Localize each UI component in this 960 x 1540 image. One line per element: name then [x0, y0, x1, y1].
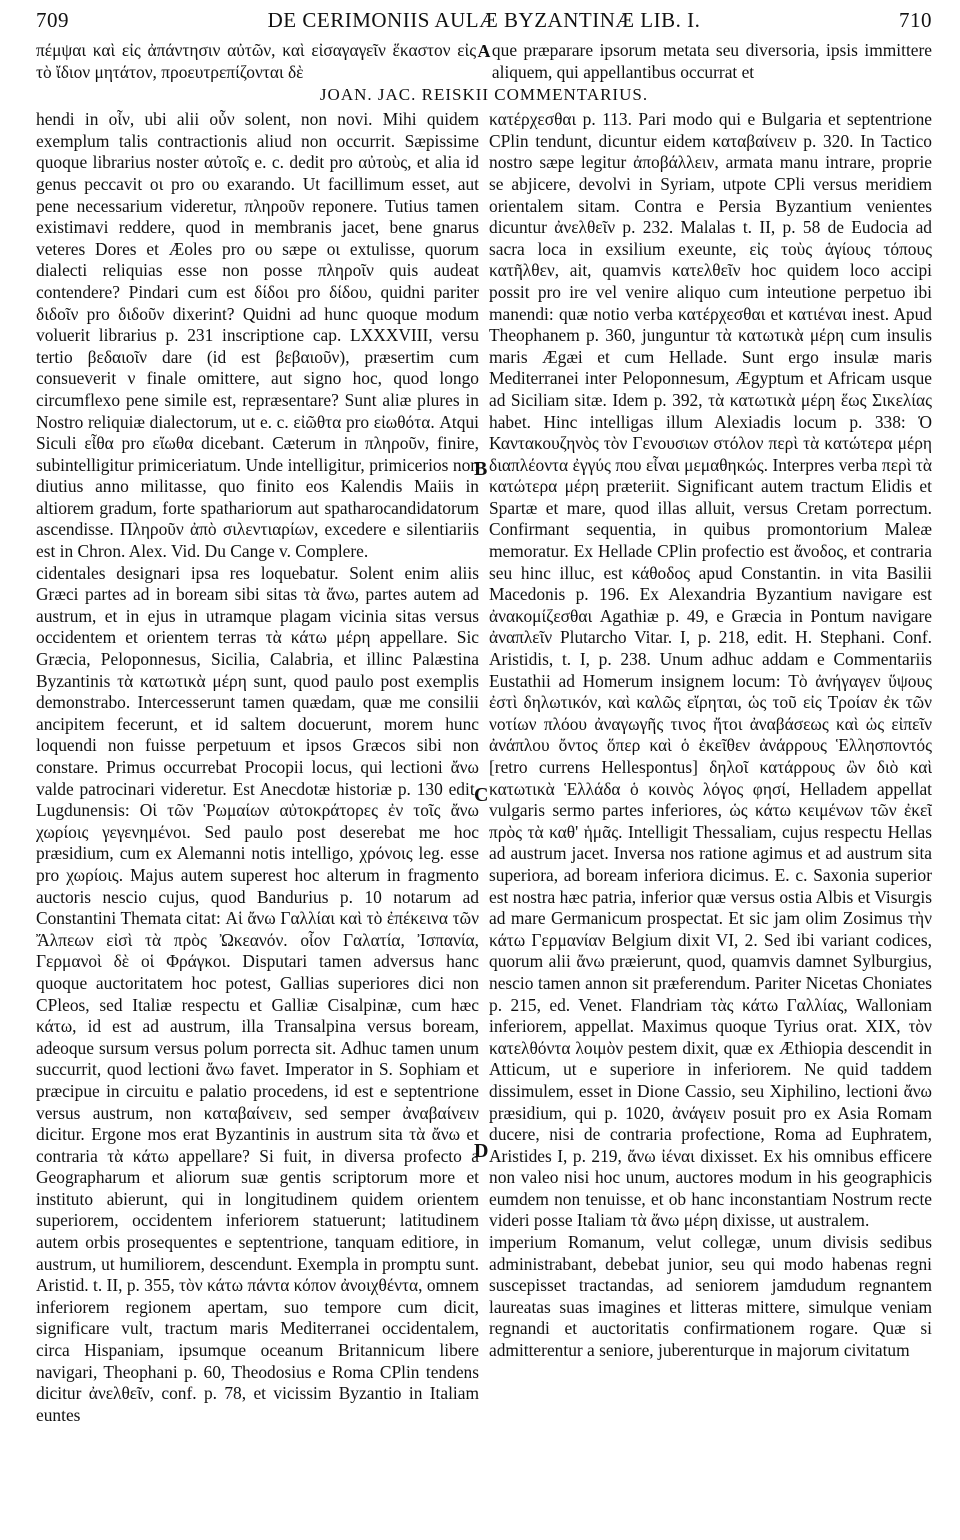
right-paragraph-2: imperium Romanum, velut collegæ, unum divisis sedibus administrabant, debebat junior, seu qui modo habenas regni suscepisset tractandas, ad seniorem jamdudum regnantem laureatas suas imagines et litteras mittere, simulque veniam regnandi et auctoritatis confirmationem rogare. Quæ si admitterentur a seniore, juberenturque in majorum civitatum — [489, 1232, 932, 1361]
margin-letter-d: D — [474, 1140, 489, 1162]
page-number-left: 709 — [36, 8, 69, 32]
right-paragraph-1: κατέρχεσθαι p. 113. Pari modo qui e Bulgaria et septentrione CPlin tendunt, dicuntur eidem καταβαίνειν p. 320. In Tactico nostro sæpe legitur ἀποβάλλειν, armata manu intrare, proprie se abjicere, devolvi in Syriam, utpote CPli versus meridiem orientalem sitam. Contra e Persia Byzantium venientes dicuntur ἀνελθεῖν p. 232. Malalas t. II, p. 58 de Eudocia ad sacra loca in exsilium exeunte, εἰς τοὺς ἁγίους τόπους κατῆλθεν, ait, quamvis κατελθεῖν hoc quidem loco accipi possit pro ire vel venire aliquo cum inteutione perpetuo ibi manendi: quæ notio verba κατέρχεσθαι et κατιέναι inest. Apud Theophanem p. 360, junguntur τὰ κατωτικὰ μέρη cum insulis maris Ægæi et cum Hellade. Sunt ergo insulæ maris Mediterranei inter Peloponnesum, Ægyptum et Africam usque ad Siciliam sitæ. Idem p. 392, τὰ κατωτικὰ μέρη ἕως Σικελίας habet. Hinc intelligas illum Alexiadis locum p. 338: Ὁ Καντακουζηνὸς τὸν Γενουσιων στόλον περὶ τὰ κατώτερα μέρη διαπλέοντα ἐγγύς που εἶναι μεμαθηκώς. Interpres verba περὶ τὰ κατώτερα μέρη præteriit. Significant autem tractum Elidis et Spartæ et mare, quod illas alluit, versus Cretam porrectum. Confirmant sequentia, in quibus promontorium Maleæ memoratur. Ex Hellade CPlin profectio est ἄνοδος, et contraria seu hinc illuc, est κάθοδος apud Constantin. in vita Basilii Macedonis p. 196. Ex Alexandria Byzantium navigare est ἀνακομίζεσθαι Agathiæ p. 49, e Græcia in Pontum navigare ἀναπλεῖν Plutarcho Vitar. I, p. 218, edit. H. Stephani. Conf. Aristidis, t. I, p. 238. Unum adhuc addam e Commentariis Eustathii ad Homerum insignem locum: Τὸ ἀνήγαγεν ὕψους ἐστὶ δηλωτικόν, καὶ καλῶς εἴρηται, ὡς τοῦ εἰς Τροίαν ἐκ τῶν νοτίων πλόου ἀναγωγῆς τινος ἤτοι ἀναβάσεως καὶ ὡς εἰπεῖν ἀνάπλου ὄντος ὅπερ καὶ ὁ ἐκεῖθεν ἀνάρρους Ἑλλησποντός [retro currens Hellespontus] δηλοῖ κατάρρους ὢν διὸ καὶ κατωτικὰ Ἑλλάδα ὁ κοινὸς λόγος φησί, Helladem appellat vulgaris sermo partes inferiores, ὡς κάτω κειμένων τῶν ἐκεῖ πρὸς τὰ καθ' ἡμᾶς. Intelligit Thessaliam, cujus respectu Hellas ad austrum jacet. Inversa nos ratione agimus et ad austrum sita superiora, ad boream inferiora dicimus. E. c. Saxonia superior est nostra hæc patria, inferior quæ versus ostia Albis et Visurgis ad mare Germanicum prospectat. Et sic jam olim Zosimus τὴν κάτω Γερμανίαν Belgium dixit VI, 2. Sed ibi variant codices, quorum alii ἄνω præierunt, quod, quamvis damnet Sylburgius, nescio tamen annon sit præferendum. Pariter Nicetas Choniates p. 215, ed. Venet. Flandriam τὰς κάτω Γαλλίας, Walloniam inferiorem, appellat. Maximus quoque Tyrius orat. XIX, τὸν κατελθόντα λοιμὸν pestem dixit, quæ ex Æthiopia descendit in Atticum, ut e superiore in inferiorem. Ne quid taddem dissimulem, esset in Dione Cassio, seu Xiphilino, lectioni ἄνω præsidium, qui p. 1020, ἀνάγειν posuit pro ex Asia Romam ducere, nisi de contraria profectione, Roma ad Euphratem, Aristides I, p. 219, ἄνω ἰέναι dixisset. Ex his omnibus efficere non valeo nisi hoc unum, auctores modum in his geographicis eumdem non tenuisse, et ob hanc inconstantiam Nostrum recte videri posse Italiam τὰ ἄνω μέρη dixisse, ut australem. — [489, 109, 932, 1231]
commentary-body — [36, 109, 932, 1426]
running-title: DE CERIMONIIS AULÆ BYZANTINÆ LIB. I. — [267, 8, 701, 32]
commentary-title: JOAN. JAC. REISKII COMMENTARIUS. — [319, 85, 649, 105]
page-number-right: 710 — [898, 8, 932, 32]
top-greek-text: πέμψαι καὶ εἰς ἀπάντησιν αὐτῶν, καὶ εἰσαγαγεῖν ἕκαστον εἰς τὸ ἴδιον μητάτον, προευτρεπίζονται δὲ — [36, 40, 477, 82]
margin-letter-b: B — [474, 458, 488, 480]
left-paragraph-1: hendi in οἶν, ubi alii οὖν solent, non novi. Mihi quidem exemplum talis contractionis aliud non occurrit. Sæpissime quoque librarius noster αὐτοῖς e. c. dedit pro αὐτοὺς, et alia id genus peccavit οι pro ου exarando. Ut facillimum esset, aut pene necessarium videretur, πληροῦν reponere. Tutius tamen existimavi reddere, quod in membranis jacet, bene gnarus veteres Dores et Æoles pro ου sæpe οι extulisse, quorum dialecti reliquias esse non posse πληροῖν quis audeat contendere? Pindari cum est δίδοι pro δίδου, quidni pariter διδοῖν pro διδοῦν dixerint? Quidni ad hunc quoque modum voluerit librarius p. 231 inscriptione cap. LXXXVIII, versu tertio βεδαιοῖν dare (id est βεβαιοῦν), præsertim cum consueverit ν finale omittere, aut signo hoc, quod longo circumflexo pene simile est, repræsentare? Sunt aliæ plures in Nostro reliquiæ dialectorum, ut e. c. εἰῶθτα pro εἰωθότα. Atqui Siculi εἶθα pro εἴωθα dicebant. Cæterum in πληροῦν, finire, subintelligitur primiceriatum. Unde intelligitur, primicerios non diutius anno militasse, quo finito eos Kalendis Maiis in altiorem gradum, forte spathariorum aut spatharocandidatorum ascendisse. Πληροῦν ἀπὸ σιλεντιαρίων, excedere e silentiariis est in Chron. Alex. Vid. Du Cange v. Complere. — [36, 109, 479, 562]
margin-letter-c: C — [474, 784, 489, 806]
running-head — [36, 8, 932, 40]
margin-letter-a: A — [477, 41, 491, 61]
left-column — [36, 109, 479, 1426]
right-column — [489, 109, 932, 1426]
top-text — [36, 40, 932, 83]
top-latin-text: que præparare ipsorum metata seu diversoria, ipsis immittere aliquem, qui appellantibus occurrat et — [491, 40, 933, 82]
left-paragraph-2: cidentales designari ipsa res loquebatur. Solent enim aliis Græci partes ad in boream sibi sitas τὰ ἄνω, partes autem ad austrum, et in ejus in utramque plagam vicinia sitas versus occidentem et orientem terras τὰ κάτω μέρη appellare. Sic Græcia, Peloponnesus, Sicilia, Calabria, et illinc Palæstina Byzantinis τὰ κατωτικὰ μέρη sunt, quod paulo post exemplis demonstrabo. Intercesserunt tamen quædam, quæ me consilii ancipitem fecerunt, et id saltem docuerunt, morem hunc loquendi non fuisse perpetuum et ipsos Græcos sibi non constare. Primus occurrebat Procopii locus, qui lectioni ἄνω valde patrocinari videretur. Est Anecdotæ historiæ p. 130 edit. Lugdunensis: Οἱ τῶν Ῥωμαίων αὐτοκράτορες ἐν τοῖς ἄνω χωρίοις γεγενημένοι. Sed paulo post deserebat me hoc præsidium, cum ex Alemanni notis intelligo, χρόνοις leg. esse pro χωρίοις. Majus autem superest hoc alterum in fragmento auctoris nescio cujus, quod Bandurius p. 10 notarum ad Constantini Themata citat: Αἱ ἄνω Γαλλίαι καὶ τὸ ἐπέκεινα τῶν Ἄλπεων εἰσὶ τὰ πρὸς Ὠκεανόν. οἷον Γαλατία, Ἰσπανία, Γερμανοὶ δὲ οἱ Φράγκοι. Disputari tamen adversus hanc quoque auctoritatem hoc potest, Gallias superiores dici non CPleos, sed Italiæ respectu et Galliæ Cisalpinæ, cum hæc κάτω, id est ad austrum, illa Transalpina versus boream, adeoque sursum versus polum porrecta sit. Adhuc tamen unum succurrit, quod lectioni ἄνω favet. Imperator in S. Sophiam et præcipue in circuitu e palatio procedens, id est e septentrione versus austrum, non καταβαίνειν, sed semper ἀναβαίνειν dicitur. Ergone mos erat Byzantinis in austrum sita τὰ ἄνω et contraria τὰ κάτω appellare? Si fuit, in diversa profecto a Geographarum et aliorum suæ gentis scriptorum more et instituto abierunt, qui in longitudinem quidem orientem superiorem, occidentem inferiorem statuerunt; latitudinem autem orbis prosequentes e septentrione, tanquam editiore, in austrum, ut humiliorem, descendunt. Exempla in promptu sunt. Aristid. t. II, p. 355, τὸν κάτω πάντα κόπον ἀνοιχθέντα, omnem inferiorem regionem apertam, suo tempore cum dicit, significare vult, tractum maris Mediterranei occidentalem, circa Hispaniam, ipsumque oceanum Britannicum libere navigari, Theophani p. 60, Theodosius e Roma CPlin tendens dicitur ἀνελθεῖν, conf. p. 78, et vicissim Byzantio in Italiam euntes — [36, 562, 479, 1425]
